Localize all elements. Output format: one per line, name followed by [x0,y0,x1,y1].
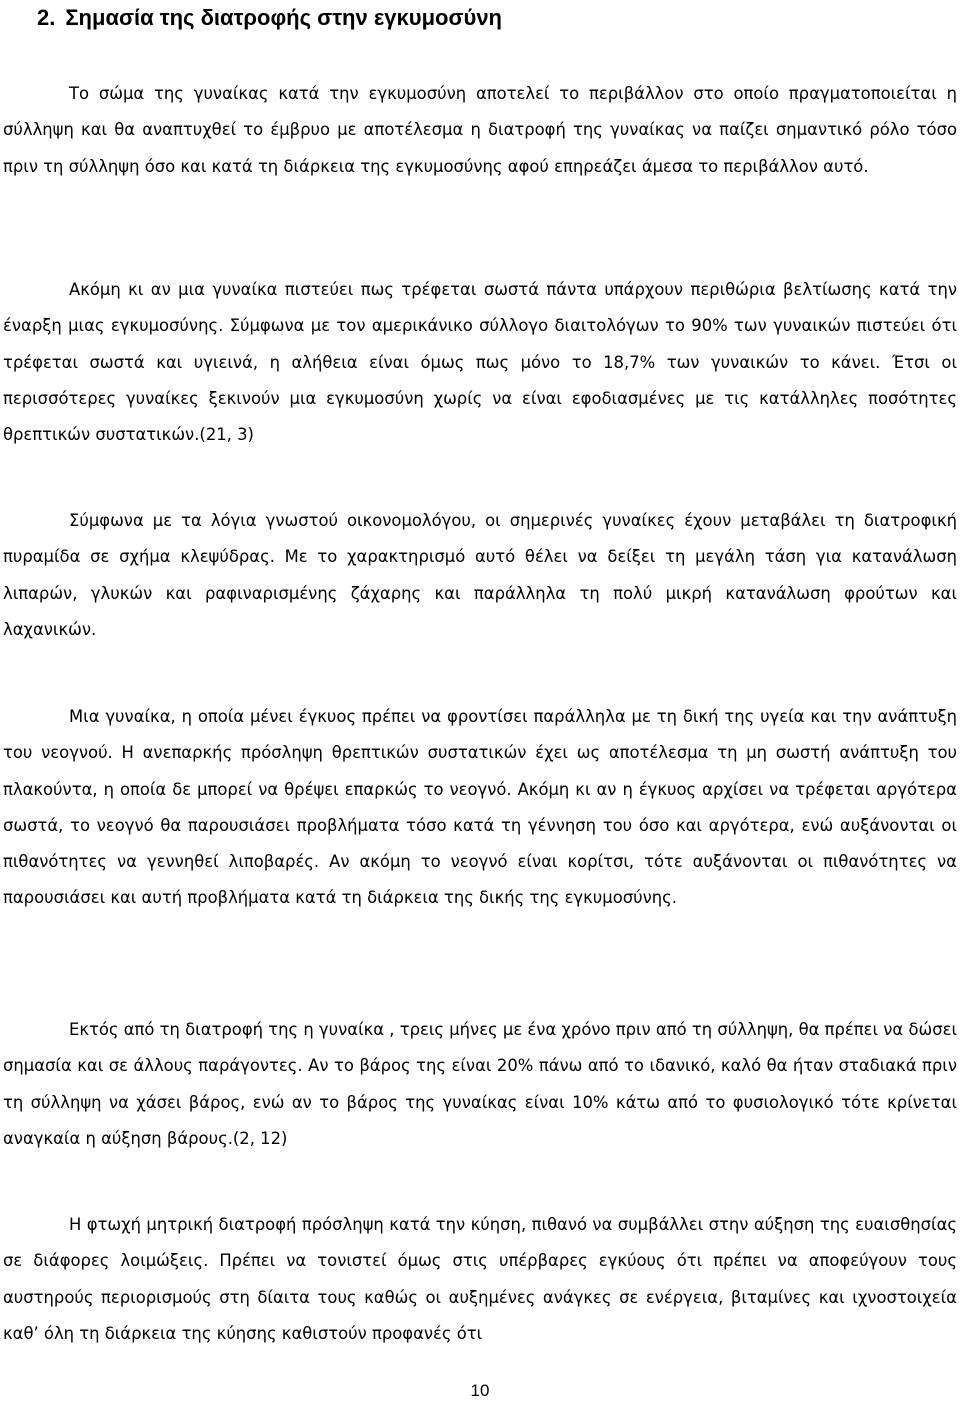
paragraph-nutrition-awareness: Ακόμη κι αν μια γυναίκα πιστεύει πως τρέφεται σωστά πάντα υπάρχουν περιθώρια βελτίωσης κατά την έναρξη μιας εγκυμοσύνης. Σύμφωνα με τον αμερικάνικο σύλλογο διαιτολόγων το 90% των γυναικών πιστεύει ότι τρέφεται σωστά και υγιεινά, η αλήθεια είναι όμως πως μόνο το 18,7% των γυναικών το κάνει. Έτσι οι περισσότερες γυναίκες ξεκινούν μια εγκυμοσύνη χωρίς να είναι εφοδιασμένες με τις κατάλληλες ποσότητες θρεπτικών συστατικών.(21, 3) [3,280,957,445]
section-number: 2. [37,5,56,30]
paragraph-preconception-weight: Εκτός από τη διατροφή της η γυναίκα , τρεις μήνες με ένα χρόνο πριν από τη σύλληψη, θα πρέπει να δώσει σημασία και σε άλλους παράγοντες. Αν το βάρος της είναι 20% πάνω από το ιδανικό, καλό θα ήταν σταδιακά πριν τη σύλληψη να χάσει βάρος, ενώ αν το βάρος της γυναίκας είναι 10% κάτω από το φυσιολογικό τότε κρίνεται αναγκαία η αύξηση βάρους.(2, 12) [3,1020,957,1148]
section-title: Σημασία της διατροφής στην εγκυμοσύνη [65,5,502,30]
paragraph-body-environment: Το σώμα της γυναίκας κατά την εγκυμοσύνη αποτελεί το περιβάλλον στο οποίο πραγματοποιείται η σύλληψη και θα αναπτυχθεί το έμβρυο με αποτέλεσμα η διατροφή της γυναίκας να παίζει σημαντικό ρόλο τόσο πριν τη σύλληψη όσο και κατά τη διάρκεια της εγκυμοσύνης αφού επηρεάζει άμεσα το περιβάλλον αυτό. [3,84,957,176]
paragraph-newborn-development: Μια γυναίκα, η οποία μένει έγκυος πρέπει να φροντίσει παράλληλα με τη δική της υγεία και την ανάπτυξη του νεογνού. Η ανεπαρκής πρόσληψη θρεπτικών συστατικών έχει ως αποτέλεσμα τη μη σωστή ανάπτυξη του πλακούντα, η οποία δε μπορεί να θρέψει επαρκώς το νεογνό. Ακόμη κι αν η έγκυος αρχίσει να τρέφεται αργότερα σωστά, το νεογνό θα παρουσιάσει προβλήματα τόσο κατά τη γέννηση του όσο και αργότερα, ενώ αυξάνονται οι πιθανότητες να γεννηθεί λιποβαρές. Αν ακόμη το νεογνό είναι κορίτσι, τότε αυξάνονται οι πιθανότητες να παρουσιάσει και αυτή προβλήματα κατά τη διάρκεια της δικής της εγκυμοσύνης. [3,707,957,908]
paragraph-hourglass-pyramid: Σύμφωνα με τα λόγια γνωστού οικονομολόγου, οι σημερινές γυναίκες έχουν μεταβάλει τη διατροφική πυραμίδα σε σχήμα κλεψύδρας. Με το χαρακτηρισμό αυτό θέλει να δείξει τη μεγάλη τάση για κατανάλωση λιπαρών, γλυκών και ραφιναρισμένης ζάχαρης και παράλληλα τη πολύ μικρή κατανάλωση φρούτων και λαχανικών. [3,511,957,639]
section-heading [37,4,502,32]
paragraph-infections-diet: Η φτωχή μητρική διατροφή πρόσληψη κατά την κύηση, πιθανό να συμβάλλει στην αύξηση της ευαισθησίας σε διάφορες λοιμώξεις. Πρέπει να τονιστεί όμως στις υπέρβαρες εγκύους ότι πρέπει να αποφεύγουν τους αυστηρούς περιορισμούς στη δίαιτα τους καθώς οι αυξημένες ανάγκες σε ενέργεια, βιταμίνες και ιχνοστοιχεία καθ’ όλη τη διάρκεια της κύησης καθιστούν προφανές ότι [3,1215,957,1343]
page-number: 10 [470,1381,490,1400]
